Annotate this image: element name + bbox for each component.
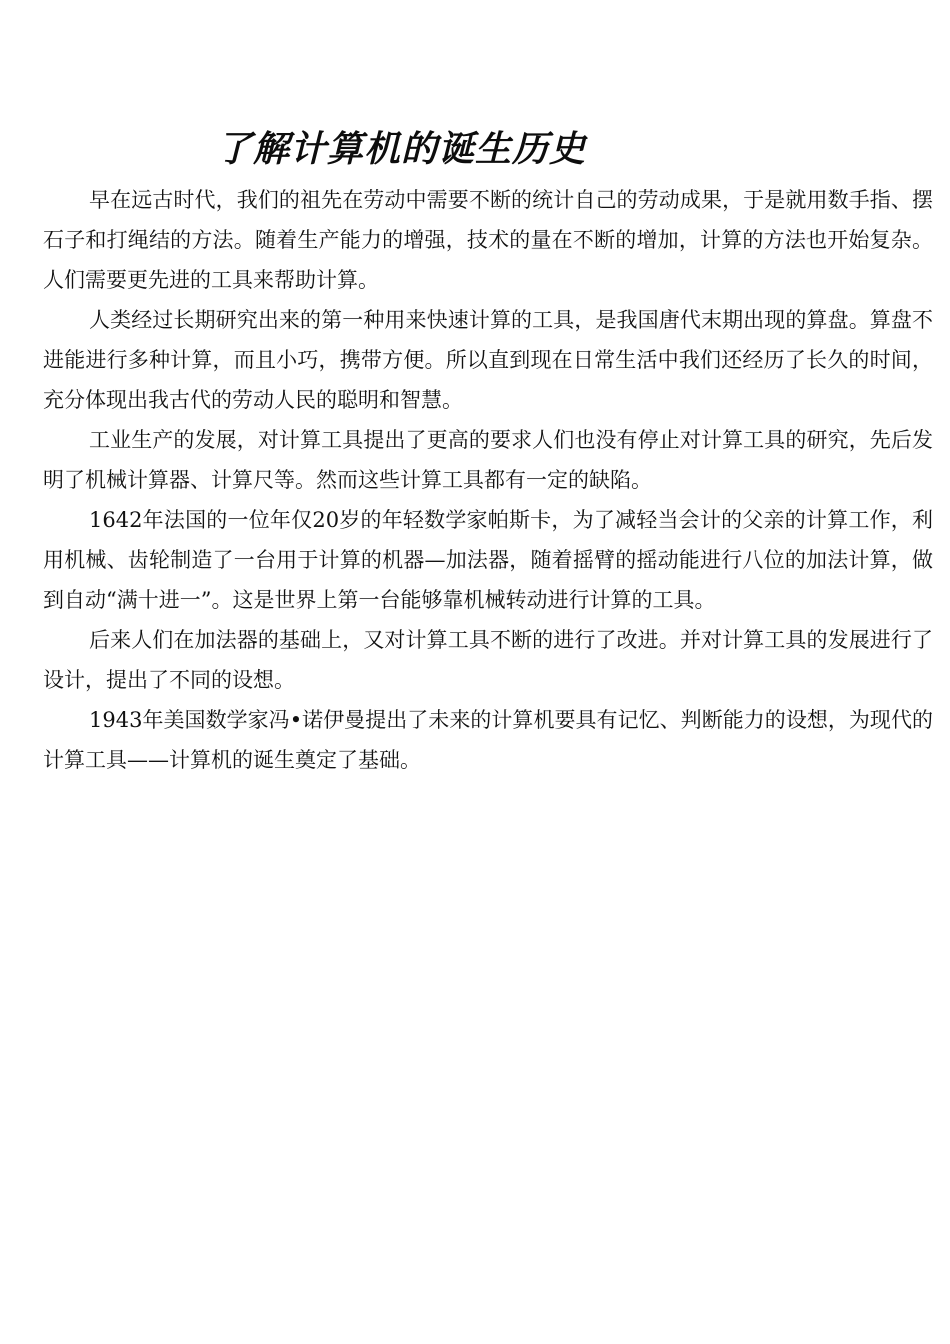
article-body: [43, 180, 933, 780]
paragraph-improvements: 后来人们在加法器的基础上，又对计算工具不断的进行了改进。并对计算工具的发展进行了设计，提出了不同的设想。: [43, 628, 933, 692]
paragraph-abacus: 人类经过长期研究出来的第一种用来快速计算的工具，是我国唐代末期出现的算盘。算盘不进能进行多种计算，而且小巧，携带方便。所以直到现在日常生活中我们还经历了长久的时间，充分体现出我古代的劳动人民的聪明和智慧。: [43, 308, 933, 412]
paragraph-von-neumann: 1943年美国数学家冯•诺伊曼提出了未来的计算机要具有记忆、判断能力的设想，为现代的计算工具——计算机的诞生奠定了基础。: [43, 708, 933, 772]
paragraph-mechanical-tools: 工业生产的发展，对计算工具提出了更高的要求人们也没有停止对计算工具的研究，先后发明了机械计算器、计算尺等。然而这些计算工具都有一定的缺陷。: [43, 428, 933, 492]
page-title: 了解计算机的诞生历史: [216, 129, 587, 170]
paragraph-ancient-counting: 早在远古时代，我们的祖先在劳动中需要不断的统计自己的劳动成果，于是就用数手指、摆石子和打绳结的方法。随着生产能力的增强，技术的量在不断的增加，计算的方法也开始复杂。人们需要更先进的工具来帮助计算。: [43, 188, 933, 292]
paragraph-pascal-adder: 1642年法国的一位年仅20岁的年轻数学家帕斯卡，为了减轻当会计的父亲的计算工作，利用机械、齿轮制造了一台用于计算的机器—加法器，随着摇臂的摇动能进行八位的加法计算，做到自动“满十进一”。这是世界上第一台能够靠机械转动进行计算的工具。: [43, 508, 933, 612]
